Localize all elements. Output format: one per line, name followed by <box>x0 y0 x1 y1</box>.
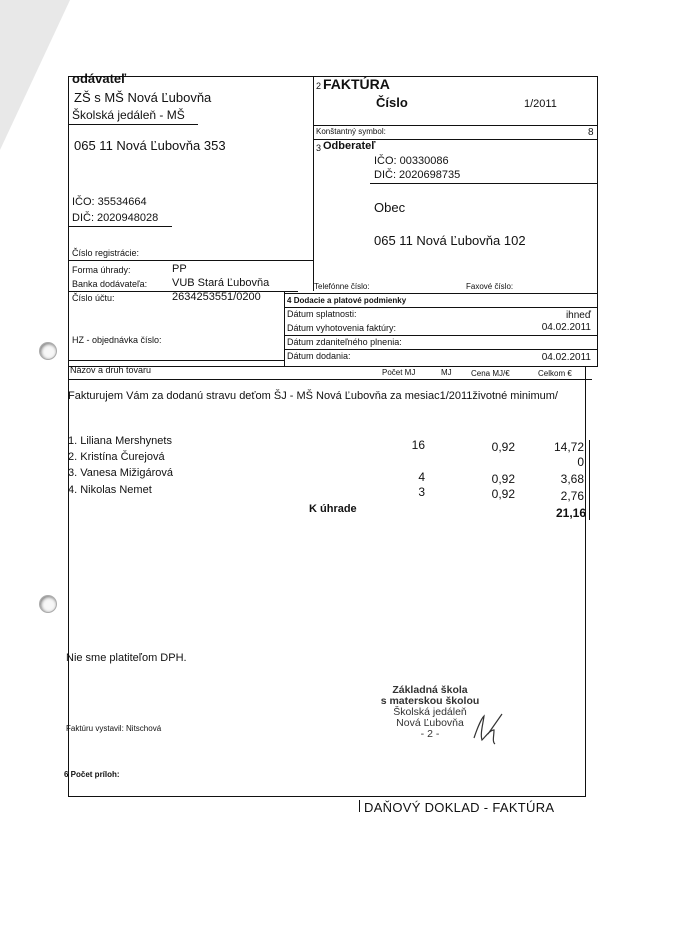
tax-date-label: Dátum zdaniteľného plnenia: <box>287 337 402 347</box>
frame-right-lower <box>585 366 586 796</box>
order-label: HZ - objednávka číslo: <box>72 335 162 345</box>
customer-dic-line <box>370 183 597 184</box>
invoice-section-num: 2 <box>316 81 322 91</box>
items-header-total: Celkom € <box>538 369 572 378</box>
tax-date-line <box>284 349 598 350</box>
delivery-heading <box>287 296 406 305</box>
account-value: 2634253551/0200 <box>172 291 261 303</box>
signature-mark <box>468 708 508 748</box>
items-top-line-left <box>68 360 284 361</box>
delivery-date-value: 04.02.2011 <box>541 352 591 363</box>
supplier-reg-label: Číslo registrácie: <box>72 248 140 258</box>
item-price: 0,92 <box>491 472 515 486</box>
item-qty: 16 <box>411 438 425 452</box>
bank-value: VUB Stará Ľubovňa <box>172 277 270 289</box>
supplier-dept-underline <box>68 124 198 125</box>
supplier-dic: DIČ: 2020948028 <box>72 212 159 224</box>
supplier-name: ZŠ s MŠ Nová Ľubovňa <box>74 90 212 105</box>
issue-date-line <box>284 335 598 336</box>
issued-by: Faktúru vystavil: Nitschová <box>66 724 162 733</box>
invoice-number: 1/2011 <box>524 98 557 110</box>
delivery-heading-text: Dodacie a platové podmienky <box>293 296 407 305</box>
item-name: 2. Kristína Čurejová <box>68 451 165 463</box>
invoice-number-label: Číslo <box>376 95 408 110</box>
punch-hole-bottom <box>40 596 56 612</box>
supplier-ico: IČO: 35534664 <box>72 196 147 208</box>
delivery-left-border <box>284 291 285 366</box>
customer-ico: IČO: 00330086 <box>374 155 449 167</box>
scan-shadow-corner <box>0 0 70 150</box>
stamp-line-3: Školská jedáleň <box>393 706 467 718</box>
issue-date-label: Dátum vyhotovenia faktúry: <box>287 323 397 333</box>
footer-left-tick <box>359 800 360 812</box>
item-name: 3. Vanesa Mižigárová <box>68 467 173 479</box>
vat-note: Nie sme platiteľom DPH. <box>66 652 187 664</box>
frame-right-upper <box>597 76 598 366</box>
items-header-qty: Počet MJ <box>382 368 416 377</box>
const-symbol-value: 8 <box>588 127 594 138</box>
invoice-description: Fakturujem Vám za dodanú stravu deťom ŠJ - MŠ Nová Ľubovňa za mesiac1/2011životné minimum/ <box>68 390 558 402</box>
items-header-name: Názov a druh tovaru <box>70 365 152 375</box>
total-value: 21,16 <box>555 506 586 520</box>
item-total: 14,72 <box>553 440 584 454</box>
item-total: 3,68 <box>560 472 584 486</box>
customer-dic: DIČ: 2020698735 <box>374 169 461 181</box>
due-date-label: Dátum splatnosti: <box>287 309 357 319</box>
due-date-value: ihneď <box>565 310 591 321</box>
supplier-reg-line <box>68 260 313 261</box>
footer-title: DAŇOVÝ DOKLAD - FAKTÚRA <box>364 800 555 815</box>
total-label: K úhrade <box>309 503 357 515</box>
delivery-date-label: Dátum dodania: <box>287 351 351 361</box>
payment-form-value: PP <box>172 263 187 275</box>
stamp-line-5: - 2 - <box>420 728 440 740</box>
item-price: 0,92 <box>491 487 515 501</box>
attachments-label: 6 Počet príloh: <box>64 770 120 779</box>
stamp-line-1: Základná škola <box>392 684 468 696</box>
items-header-price: Cena MJ/€ <box>471 369 510 378</box>
bank-label: Banka dodávateľa: <box>72 279 148 289</box>
stamp-line-2: s materskou školou <box>380 695 480 707</box>
invoice-title: FAKTÚRA <box>323 76 390 92</box>
issue-date-value: 04.02.2011 <box>541 322 591 333</box>
supplier-address: 065 11 Nová Ľubovňa 353 <box>74 138 226 153</box>
item-name: 1. Liliana Mershynets <box>68 435 172 447</box>
stamp-line-4: Nová Ľubovňa <box>396 717 464 729</box>
customer-heading: Odberateľ <box>323 140 376 152</box>
const-symbol-label: Konštantný symbol: <box>316 127 386 136</box>
totals-column-rule <box>589 440 590 520</box>
supplier-dic-underline <box>68 226 172 227</box>
supplier-dept: Školská jedáleň - MŠ <box>72 108 185 122</box>
item-total: 2,76 <box>560 489 584 503</box>
punch-hole-top <box>40 343 56 359</box>
customer-address: 065 11 Nová Ľubovňa 102 <box>374 233 526 248</box>
item-name: 4. Nikolas Nemet <box>68 484 152 496</box>
customer-name: Obec <box>374 200 406 215</box>
customer-section-num: 3 <box>316 143 322 153</box>
items-header-unit: MJ <box>441 368 452 377</box>
invoice-number-line <box>313 125 598 126</box>
delivery-heading-num: 4 <box>287 296 292 305</box>
item-total: 0 <box>577 455 584 469</box>
contact-line <box>284 293 598 294</box>
account-label: Číslo účtu: <box>72 293 115 303</box>
frame-middle-divider <box>313 76 314 291</box>
item-qty: 4 <box>418 470 425 484</box>
item-price: 0,92 <box>491 440 515 454</box>
phone-label: Telefónne číslo: <box>314 282 370 291</box>
frame-bottom <box>68 796 586 797</box>
delivery-heading-line <box>284 307 598 308</box>
supplier-heading: odávateľ <box>72 71 127 86</box>
item-qty: 3 <box>418 485 425 499</box>
payment-form-label: Forma úhrady: <box>72 265 131 275</box>
items-header-line <box>68 379 592 380</box>
fax-label: Faxové číslo: <box>466 282 514 291</box>
